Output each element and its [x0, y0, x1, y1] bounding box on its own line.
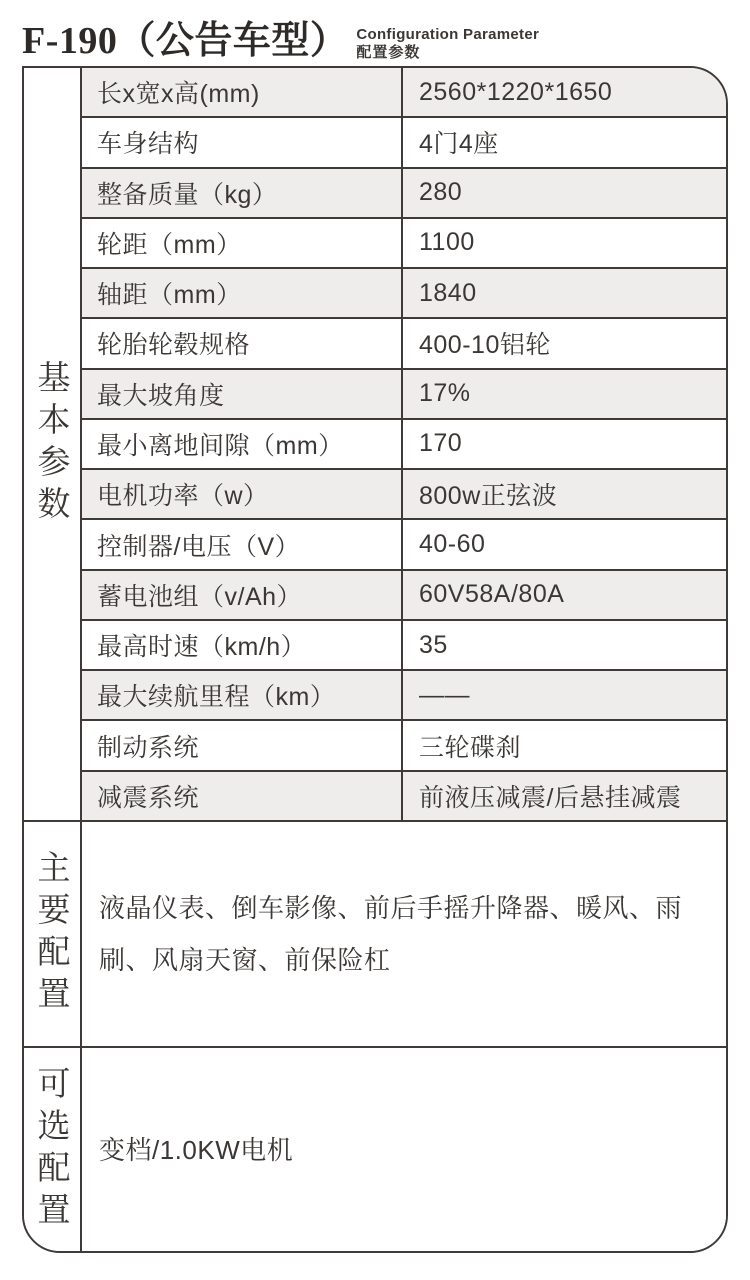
spec-table — [22, 66, 728, 1253]
spec-value: 400-10铝轮 — [419, 331, 551, 360]
spec-value: 170 — [419, 429, 463, 458]
spec-label: 控制器/电压（V） — [82, 520, 403, 568]
spec-value: 280 — [419, 178, 463, 207]
section-basic-parameters — [24, 68, 726, 820]
spec-value: 前液压减震/后悬挂减震 — [419, 783, 682, 812]
spec-label: 轮胎轮毂规格 — [82, 319, 403, 367]
category-cell-optional — [24, 1048, 82, 1251]
table-row — [82, 317, 726, 367]
spec-value: —— — [419, 680, 470, 709]
table-row — [82, 569, 726, 619]
header — [22, 20, 539, 62]
section-optional-configuration — [24, 1046, 726, 1251]
spec-value: 35 — [419, 630, 448, 659]
spec-value: 40-60 — [419, 530, 486, 559]
subtitle — [356, 26, 539, 61]
spec-value: 4门4座 — [419, 130, 499, 159]
table-row — [82, 267, 726, 317]
spec-value: 1840 — [419, 278, 477, 307]
table-row — [82, 468, 726, 518]
category-label-main: 主要配置 — [33, 850, 71, 1018]
page-title: F-190（公告车型） — [22, 20, 349, 62]
table-row — [82, 116, 726, 166]
spec-label: 最大坡角度 — [82, 370, 403, 418]
spec-label: 最小离地间隙（mm） — [82, 420, 403, 468]
table-row — [82, 368, 726, 418]
spec-label: 车身结构 — [82, 118, 403, 166]
spec-label: 制动系统 — [82, 721, 403, 769]
spec-value: 1100 — [419, 228, 475, 257]
spec-label: 蓄电池组（v/Ah） — [82, 571, 403, 619]
category-cell-main — [24, 822, 82, 1046]
table-row — [82, 217, 726, 267]
table-row — [82, 418, 726, 468]
basic-rows — [82, 68, 726, 820]
spec-label: 轴距（mm） — [82, 269, 403, 317]
spec-label: 最大续航里程（km） — [82, 671, 403, 719]
spec-value: 2560*1220*1650 — [419, 77, 613, 106]
category-label-basic: 基本参数 — [33, 360, 71, 528]
section-main-configuration — [24, 820, 726, 1046]
spec-label: 减震系统 — [82, 772, 403, 820]
table-row — [82, 167, 726, 217]
table-row — [82, 770, 726, 820]
spec-label: 整备质量（kg） — [82, 169, 403, 217]
spec-value: 三轮碟刹 — [419, 733, 522, 762]
spec-label: 最高时速（km/h） — [82, 621, 403, 669]
category-label-optional: 可选配置 — [33, 1065, 71, 1234]
spec-label: 长x宽x高(mm) — [82, 68, 403, 116]
spec-value: 800w正弦波 — [419, 482, 558, 511]
table-row — [82, 669, 726, 719]
category-cell-basic — [24, 68, 82, 820]
optional-configuration-content: 变档/1.0KW电机 — [82, 1048, 726, 1251]
table-row — [82, 619, 726, 669]
table-row — [82, 518, 726, 568]
table-row — [82, 68, 726, 116]
subtitle-english: Configuration Parameter — [356, 26, 540, 43]
spec-label: 轮距（mm） — [82, 219, 403, 267]
spec-value: 60V58A/80A — [419, 580, 565, 609]
spec-value: 17% — [419, 379, 471, 408]
main-configuration-content: 液晶仪表、倒车影像、前后手摇升降器、暖风、雨刷、风扇天窗、前保险杠 — [82, 822, 726, 1046]
subtitle-chinese: 配置参数 — [356, 44, 421, 61]
table-row — [82, 719, 726, 769]
spec-label: 电机功率（w） — [82, 470, 403, 518]
